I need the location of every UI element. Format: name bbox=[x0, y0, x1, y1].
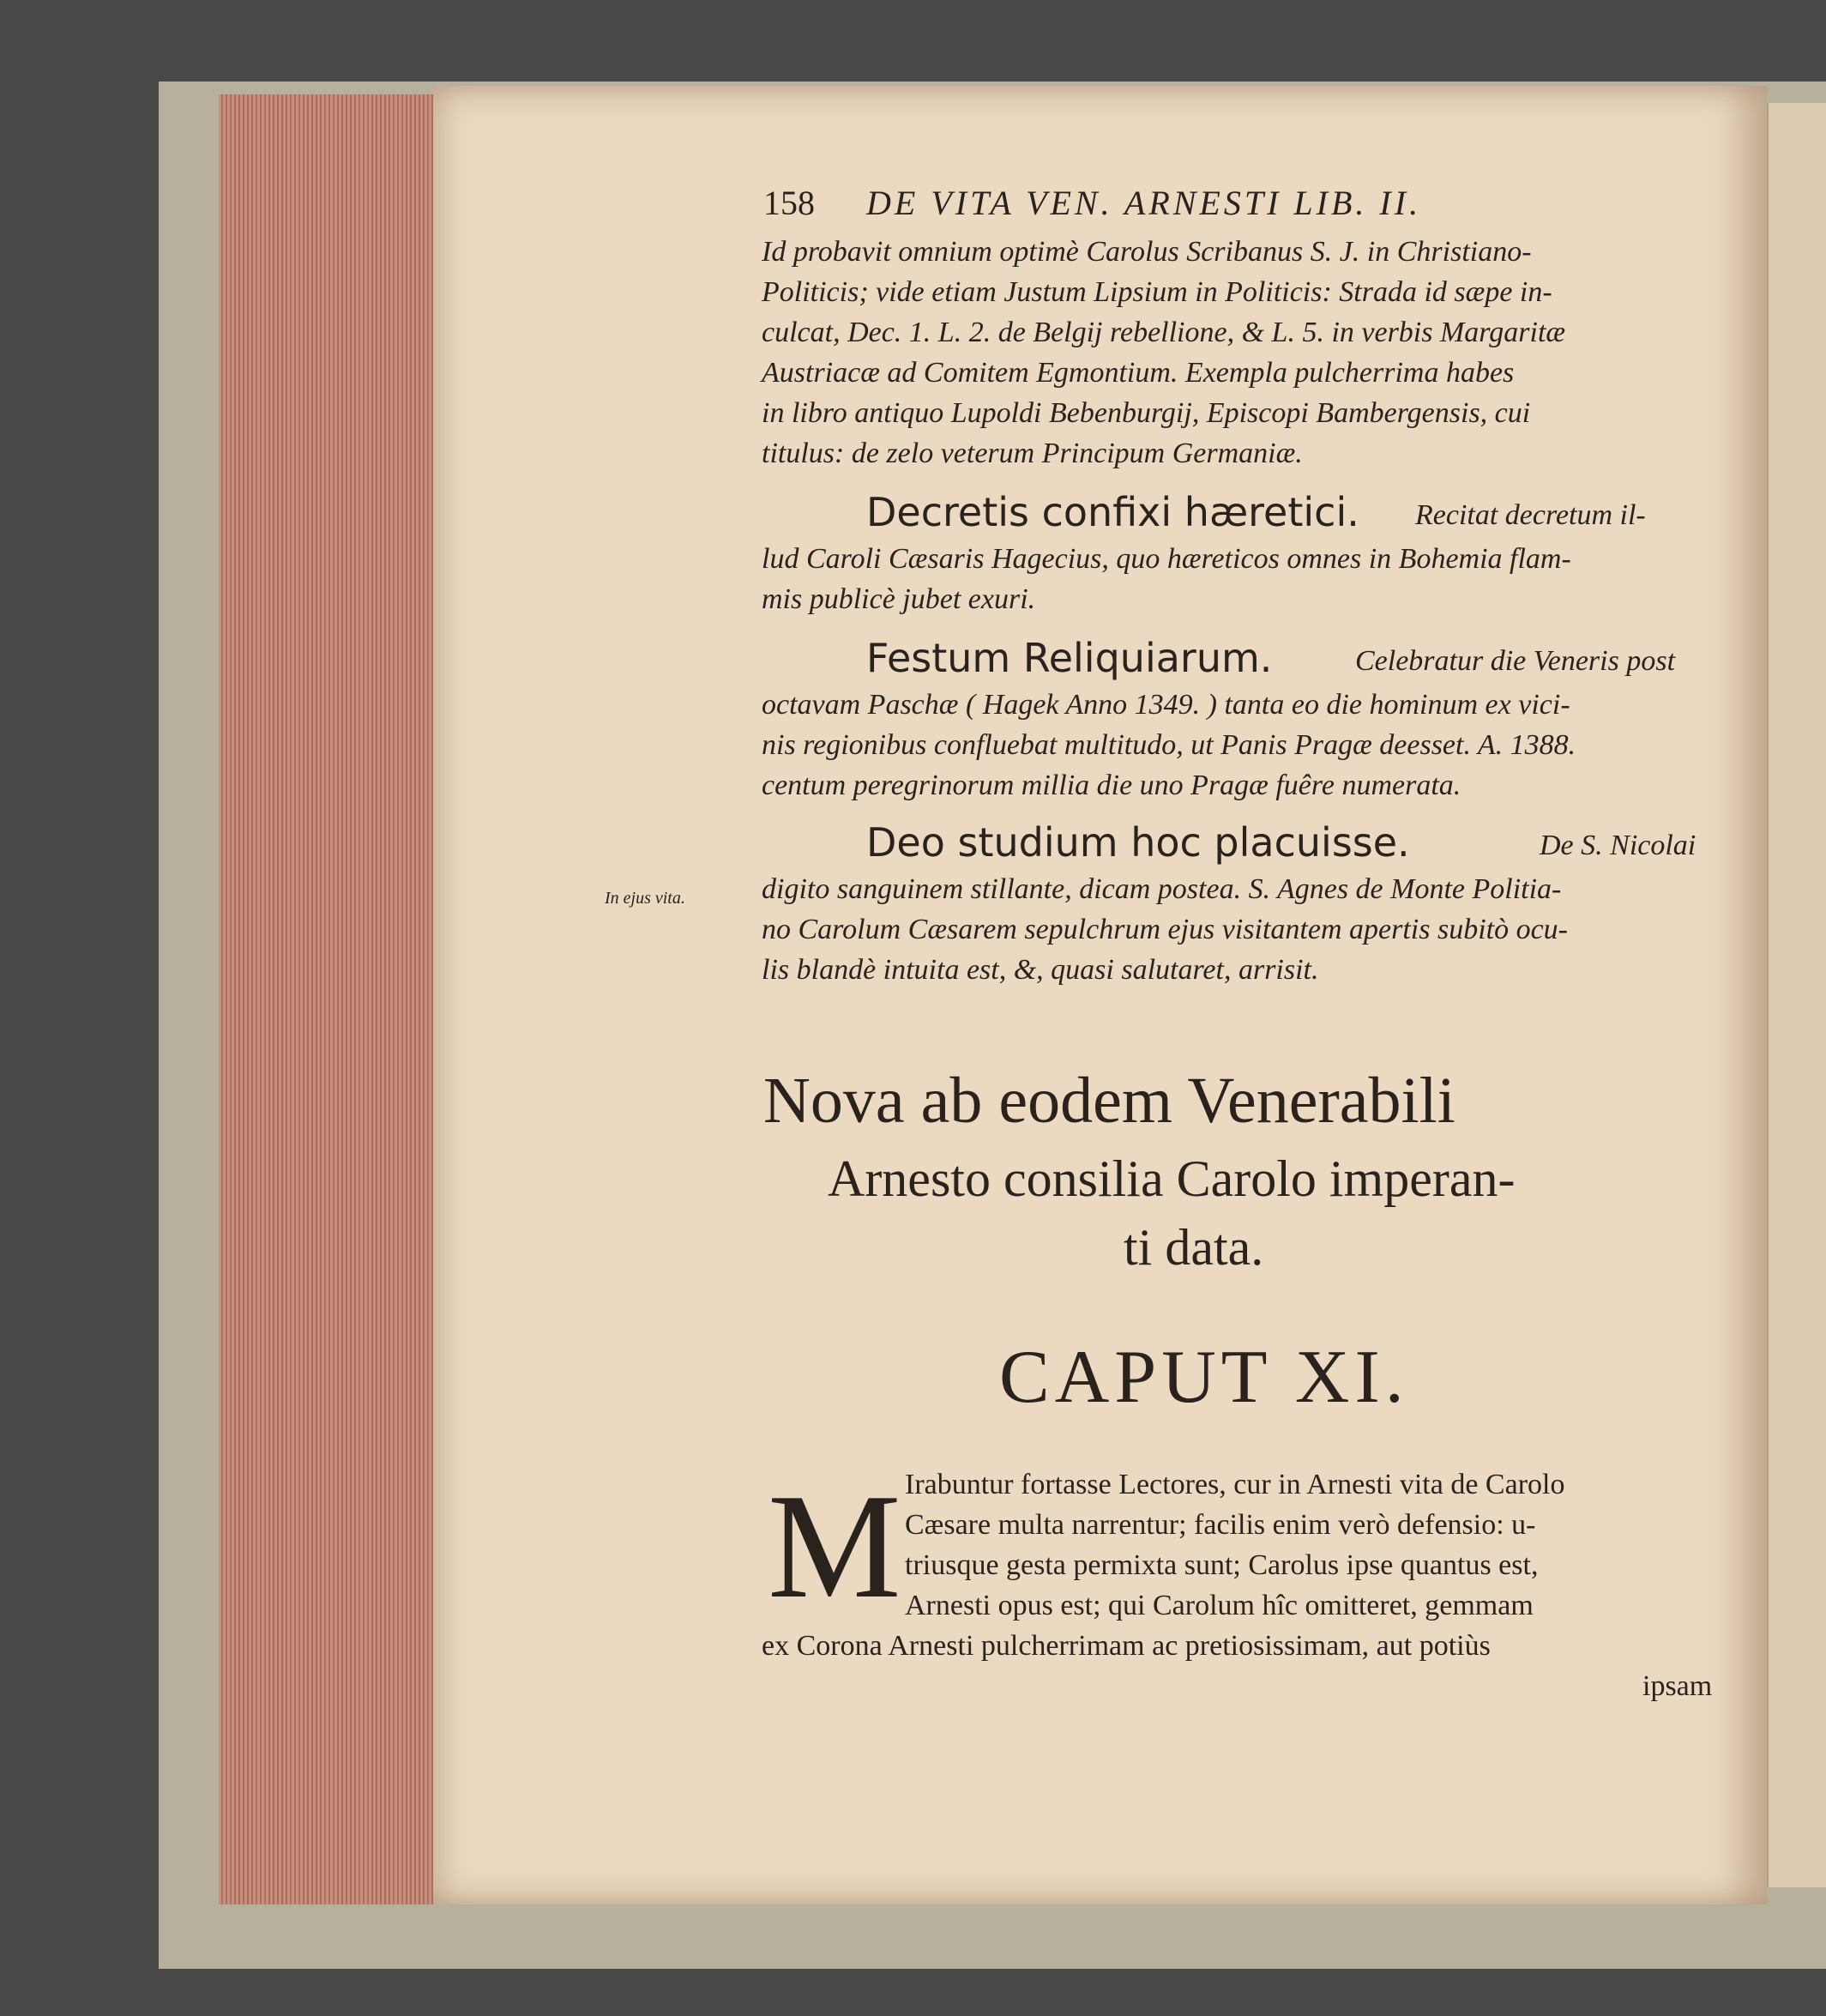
para1-line: titulus: de zelo veterum Principum Germaniæ. bbox=[762, 438, 1303, 469]
chapter-number: CAPUT XI. bbox=[999, 1336, 1409, 1419]
text-line: triusque gesta permixta sunt; Carolus ipse quantus est, bbox=[905, 1549, 1539, 1581]
entry-line: lis blandè intuita est, &, quasi salutaret, arrisit. bbox=[762, 954, 1319, 986]
entry-heading: Deo studium hoc placuisse. bbox=[866, 819, 1410, 866]
entry-line: no Carolum Cæsarem sepulchrum ejus visitantem apertis subitò ocu- bbox=[762, 914, 1568, 945]
entry-first: Celebratur die Veneris post bbox=[1355, 645, 1676, 677]
entry-line: octavam Paschæ ( Hagek Anno 1349. ) tanta eo die hominum ex vici- bbox=[762, 689, 1570, 721]
entry-heading: Decretis confixi hæretici. bbox=[866, 489, 1359, 535]
running-head: DE VITA VEN. ARNESTI LIB. II. bbox=[866, 184, 1422, 222]
entry-line: mis publicè jubet exuri. bbox=[762, 583, 1036, 615]
marginal-note: In ejus vita. bbox=[605, 889, 685, 908]
entry-heading: Festum Reliquiarum. bbox=[866, 635, 1273, 681]
chapter-title-line: Arnesto consilia Carolo imperan- bbox=[828, 1150, 1516, 1207]
text-line: Cæsare multa narrentur; facilis enim verò defensio: u- bbox=[905, 1509, 1536, 1541]
text-line: ex Corona Arnesti pulcherrimam ac pretiosissimam, aut potiùs bbox=[762, 1630, 1491, 1662]
para1-line: in libro antiquo Lupoldi Bebenburgij, Episcopi Bambergensis, cui bbox=[762, 397, 1531, 429]
chapter-title-line: ti data. bbox=[1124, 1219, 1264, 1276]
text-line: Irabuntur fortasse Lectores, cur in Arnesti vita de Carolo bbox=[905, 1469, 1565, 1500]
facing-page-edge bbox=[1767, 103, 1826, 1887]
entry-first: De S. Nicolai bbox=[1540, 830, 1696, 861]
page-number: 158 bbox=[763, 184, 815, 222]
para1-line: Politicis; vide etiam Justum Lipsium in Politicis: Strada id sæpe in- bbox=[762, 276, 1552, 308]
drop-cap: M bbox=[768, 1463, 901, 1629]
para1-line: Austriacæ ad Comitem Egmontium. Exempla pulcherrima habes bbox=[762, 357, 1515, 389]
chapter-title-line: Nova ab eodem Venerabili bbox=[763, 1065, 1455, 1137]
text-line: Arnesti opus est; qui Carolum hîc omitteret, gemmam bbox=[905, 1590, 1534, 1621]
entry-first: Recitat decretum il- bbox=[1415, 499, 1646, 531]
para1-line: Id probavit omnium optimè Carolus Scribanus S. J. in Christiano- bbox=[762, 236, 1532, 268]
entry-line: digito sanguinem stillante, dicam postea. S. Agnes de Monte Politia- bbox=[762, 873, 1562, 905]
entry-line: nis regionibus confluebat multitudo, ut Panis Pragæ deesset. A. 1388. bbox=[762, 729, 1576, 761]
entry-line: lud Caroli Cæsaris Hagecius, quo hæreticos omnes in Bohemia flam- bbox=[762, 543, 1571, 575]
page-edges bbox=[219, 94, 448, 1904]
entry-line: centum peregrinorum millia die uno Pragæ fuêre numerata. bbox=[762, 770, 1461, 801]
catchword: ipsam bbox=[1642, 1670, 1713, 1702]
para1-line: culcat, Dec. 1. L. 2. de Belgij rebellione, & L. 5. in verbis Margaritæ bbox=[762, 317, 1566, 348]
